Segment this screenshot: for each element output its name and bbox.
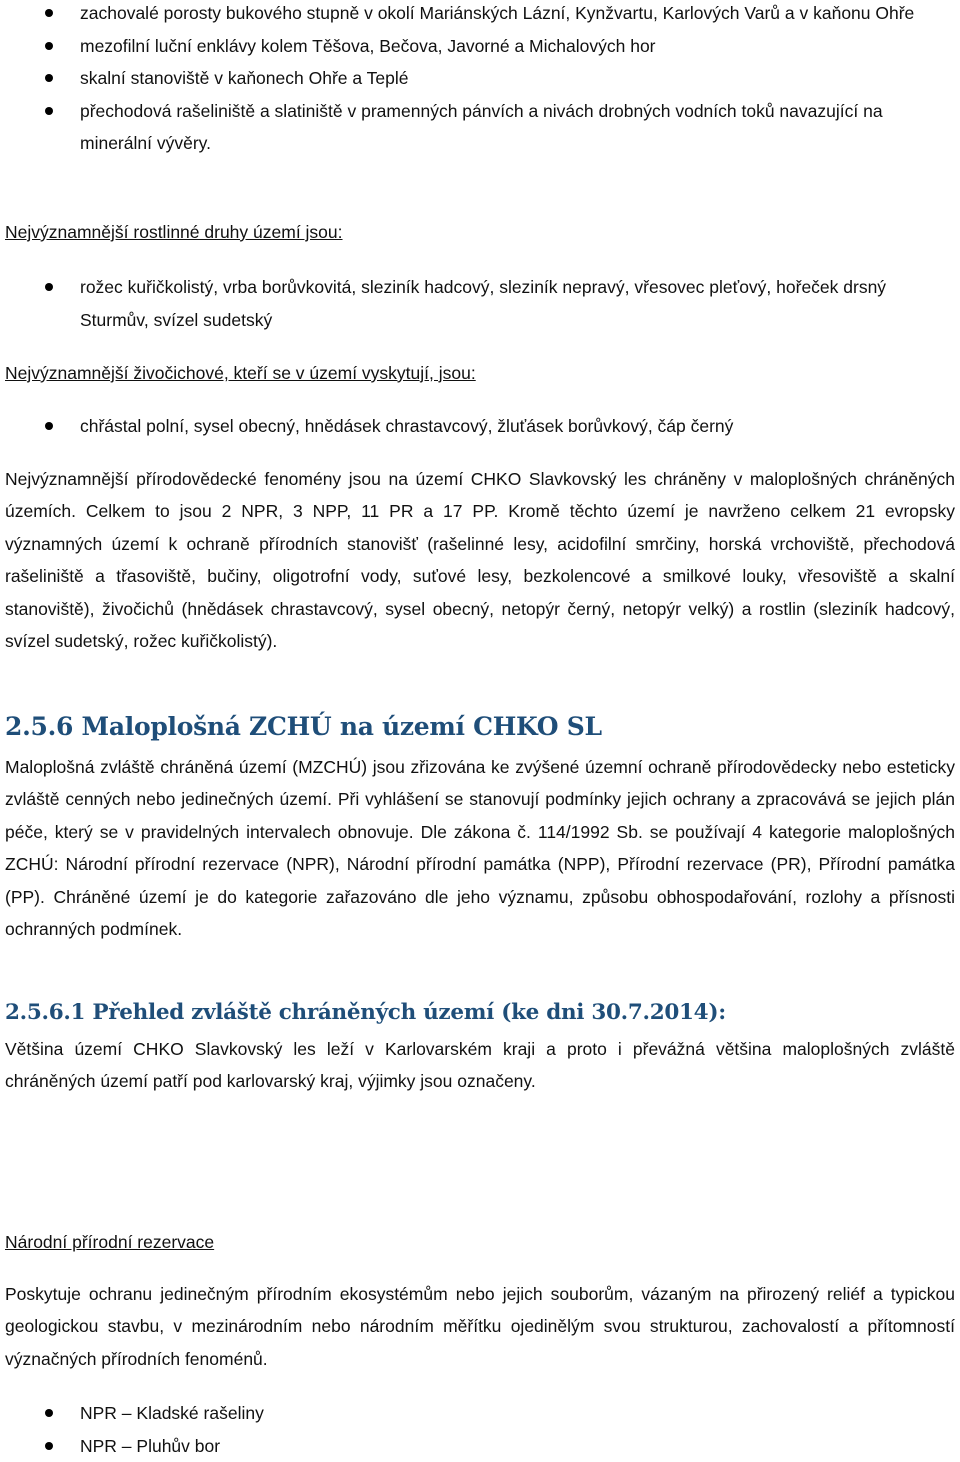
section-number: 2.5.6 [5, 712, 73, 741]
animals-heading: Nejvýznamnější živočichové, kteří se v území vyskytují, jsou: [5, 357, 955, 389]
list-item [0, 271, 960, 336]
npr-list [0, 1397, 960, 1462]
bullet-icon [45, 283, 53, 291]
phenomena-paragraph: Nejvýznamnější přírodovědecké fenomény jsou na území CHKO Slavkovský les chráněny v maloplošných chráněných územích. Celkem to jsou 2 NPR, 3 NPP, 11 PR a 17 PP. Kromě těchto území je navrženo celkem 21 evropsky významných území k ochraně přírodních stanovišť (rašelinné lesy, acidofilní smrčiny, horská vrchoviště, přechodová rašeliniště a třasoviště, bučiny, oligotrofní vody, suťové lesy, bezkolencové a smilkové louky, vřesoviště a skalní stanoviště), živočichů (hnědásek chrastavcový, sysel obecný, netopýr černý, netopýr velký) a rostlin (sleziník hadcový, svízel sudetský, rožec kuřičkolistý). [5, 463, 955, 657]
list-item-text: přechodová rašeliniště a slatiniště v pramenných pánvích a nivách drobných vodních toků navazující na minerální vývěry. [80, 101, 883, 154]
bullet-icon [45, 9, 53, 17]
bullet-icon [45, 107, 53, 115]
animals-list [0, 410, 960, 443]
list-item-text: skalní stanoviště v kaňonech Ohře a Teplé [80, 68, 408, 88]
list-item [0, 410, 960, 443]
list-item [0, 1397, 960, 1430]
list-item [0, 30, 960, 63]
habitat-list [0, 0, 960, 160]
bullet-icon [45, 1442, 53, 1450]
bullet-icon [45, 74, 53, 82]
list-item-text: NPR – Pluhův bor [80, 1436, 220, 1456]
list-item-text: rožec kuřičkolistý, vrba borůvkovitá, sleziník hadcový, sleziník nepravý, vřesovec pleťový, hořeček drsný Sturmův, svízel sudetský [80, 277, 886, 330]
plants-list [0, 271, 960, 336]
list-item [0, 0, 960, 30]
bullet-icon [45, 1409, 53, 1417]
section-heading-2-5-6-1 [5, 1000, 726, 1025]
list-item [0, 1430, 960, 1462]
npr-heading: Národní přírodní rezervace [5, 1226, 955, 1258]
list-item-text: zachovalé porosty bukového stupně v okolí Mariánských Lázní, Kynžvartu, Karlových Varů a v kaňonu Ohře [80, 3, 914, 23]
plants-heading: Nejvýznamnější rostlinné druhy území jsou: [5, 216, 955, 248]
list-item [0, 95, 960, 160]
list-item-text: mezofilní luční enklávy kolem Těšova, Bečova, Javorné a Michalových hor [80, 36, 656, 56]
section-number: 2.5.6.1 [5, 1000, 85, 1025]
section-title: Maloplošná ZCHÚ na území CHKO SL [82, 712, 602, 741]
overview-paragraph: Většina území CHKO Slavkovský les leží v Karlovarském kraji a proto i převážná většina maloplošných zvláště chráněných území patří pod karlovarský kraj, výjimky jsou označeny. [5, 1033, 955, 1098]
list-item-text: chřástal polní, sysel obecný, hnědásek chrastavcový, žluťásek borůvkový, čáp černý [80, 416, 733, 436]
list-item [0, 62, 960, 95]
section-title: Přehled zvláště chráněných území (ke dni 30.7.2014): [92, 1000, 725, 1025]
mzchu-paragraph: Maloplošná zvláště chráněná území (MZCHÚ) jsou zřizována ke zvýšené územní ochraně přírodovědecky nebo esteticky zvláště cenných nebo jedinečných území. Při vyhlášení se stanovují podmínky jejich ochrany a zpracovává se jejich plán péče, který se v pravidelných intervalech obnovuje. Dle zákona č. 114/1992 Sb. se používají 4 kategorie maloplošných ZCHÚ: Národní přírodní rezervace (NPR), Národní přírodní památka (NPP), Přírodní rezervace (PR), Přírodní památka (PP). Chráněné území je do kategorie zařazováno dle jeho významu, způsobu obhospodařování, rozlohy a přísnosti ochranných podmínek. [5, 751, 955, 945]
bullet-icon [45, 422, 53, 430]
list-item-text: NPR – Kladské rašeliny [80, 1403, 264, 1423]
bullet-icon [45, 42, 53, 50]
section-heading-2-5-6 [5, 712, 602, 741]
npr-paragraph: Poskytuje ochranu jedinečným přírodním ekosystémům nebo jejich souborům, vázaným na přirozený reliéf a typickou geologickou stavbu, v mezinárodním nebo národním měřítku ojedinělým svou strukturou, zachovalostí a přítomností význačných přírodních fenoménů. [5, 1278, 955, 1375]
